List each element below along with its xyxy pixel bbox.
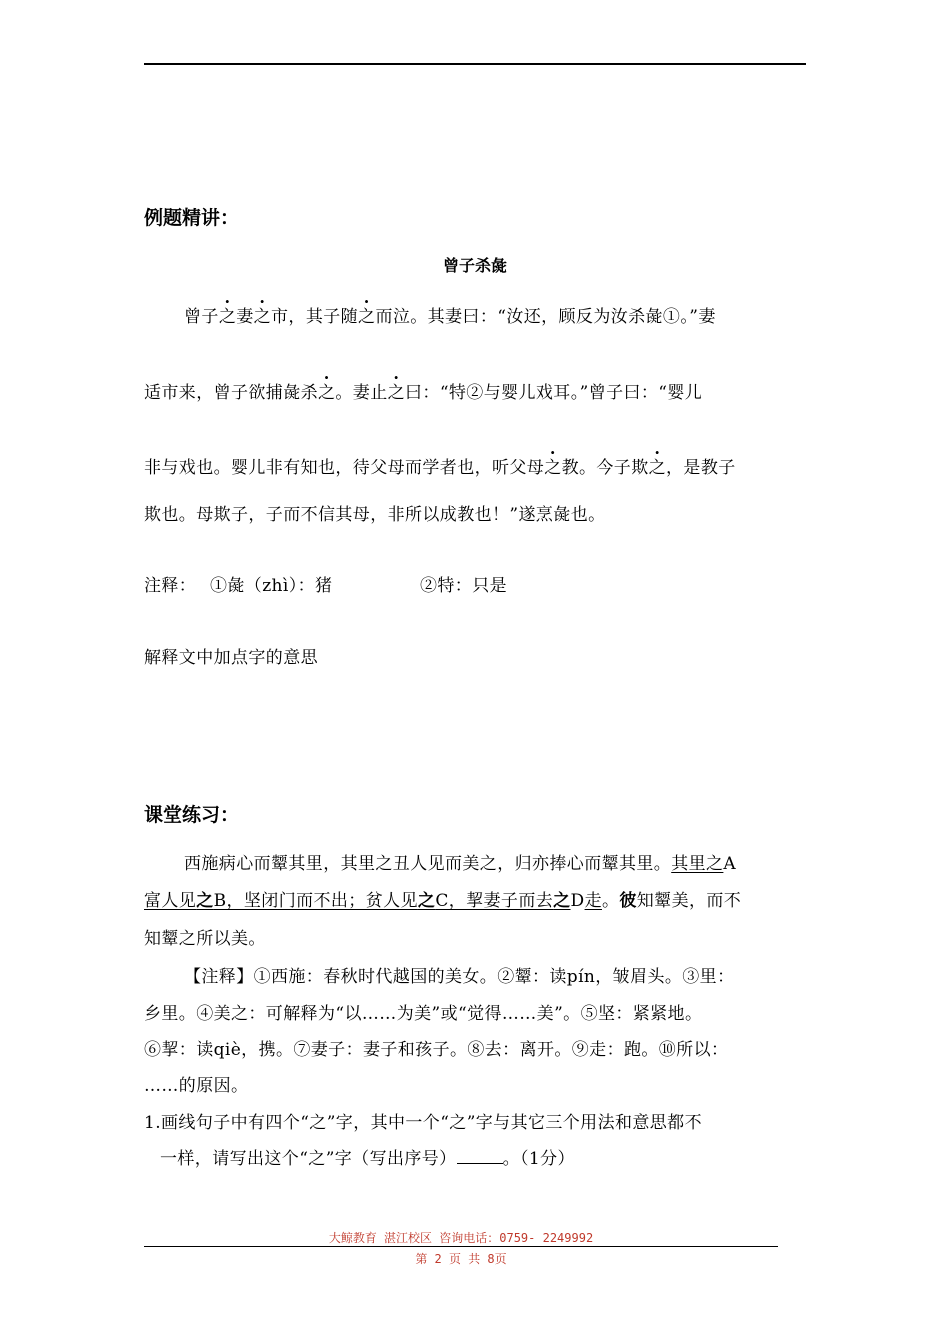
- note-1: ①彘（zhì）：猪: [210, 576, 333, 596]
- example-heading: 例题精讲：: [144, 207, 240, 229]
- notes-label: 注释：: [144, 576, 197, 596]
- dotted-char: 之: [218, 307, 237, 327]
- text-span: 西施病心而颦其里，其里之丑人见而美之，归亦捧心而颦其里。: [184, 854, 672, 874]
- dotted-char: 之: [648, 458, 667, 478]
- practice-heading: 课堂练习：: [144, 804, 240, 826]
- note-2: ②特：只是: [420, 576, 507, 596]
- underlined-text: 富人见: [144, 891, 197, 911]
- text-span: 曰：“特②与婴儿戏耳。”曾子曰：“婴儿: [405, 383, 703, 403]
- text-span: 一样，请写出这个“之”字（写出序号）: [160, 1149, 457, 1169]
- text-span: 而泣。其妻曰：“汝还，顾反为汝杀彘①。”妻: [375, 307, 716, 327]
- text-span: D: [570, 891, 585, 911]
- practice-notes-line-3: ⑥挈：读qiè，携。⑦妻子：妻子和孩子。⑧去：离开。⑨走：跑。⑩所以：: [144, 1040, 729, 1060]
- text-span: A: [723, 854, 737, 874]
- practice-line-2: [144, 886, 741, 911]
- text-span: 妻: [236, 307, 254, 327]
- question-1-line-1: 1.画线句子中有四个“之”字，其中一个“之”字与其它三个用法和意思都不: [144, 1113, 702, 1133]
- page-number: 第 2 页 共 8页: [415, 1252, 507, 1266]
- text-span: 市，其子随: [271, 307, 359, 327]
- practice-notes-line-2: 乡里。④美之：可解释为“以……为美”或“觉得……美”。⑤坚：紧紧地。: [144, 1004, 703, 1024]
- underlined-bold-char: 之: [417, 891, 436, 911]
- question-1-line-2: [160, 1144, 575, 1169]
- underlined-bold-char: 之: [196, 891, 214, 911]
- instruction: 解释文中加点字的意思: [144, 648, 318, 668]
- underlined-text: 其里之: [671, 854, 724, 874]
- text-span: 教。今子欺: [561, 458, 649, 478]
- practice-notes-line-4: ……的原因。: [144, 1076, 249, 1096]
- text-span: 知颦美，而不: [636, 891, 742, 911]
- text-span: 。（1分）: [502, 1149, 575, 1169]
- footer-rule: [144, 1246, 778, 1247]
- practice-line-3: 知颦之所以美。: [144, 929, 266, 949]
- dotted-char: 之: [318, 383, 336, 403]
- header-rule: [144, 63, 806, 65]
- paragraph-line-2: [144, 378, 702, 403]
- paragraph-line-3: [144, 453, 736, 478]
- text-span: 非与戏也。婴儿非有知也，待父母而学者也，听父母: [144, 458, 545, 478]
- underlined-bold-char: 之: [553, 891, 571, 911]
- dotted-char: 之: [544, 458, 562, 478]
- footer-contact: 大鲸教育 湛江校区 咨询电话：0759- 2249992: [328, 1231, 594, 1245]
- paragraph-line-4: 欺也。母欺子，子而不信其母，非所以成教也！”遂烹彘也。: [144, 505, 606, 525]
- underlined-text: 走: [584, 891, 602, 911]
- dotted-char: 之: [387, 383, 406, 403]
- practice-line-1: [184, 849, 736, 874]
- article-title: 曾子杀彘: [442, 256, 507, 275]
- bold-char: 彼: [619, 891, 637, 911]
- text-span: 曾子: [184, 307, 219, 327]
- dotted-char: 之: [253, 307, 272, 327]
- underlined-text: B，坚闭门而不出；贫人见: [213, 891, 418, 911]
- practice-notes-line-1: 【注释】①西施：春秋时代越国的美女。②颦：读pín，皱眉头。③里：: [184, 967, 735, 987]
- text-span: ，是教子: [666, 458, 736, 478]
- text-span: 。: [601, 891, 620, 911]
- text-span: 适市来，曾子欲捕彘杀: [144, 383, 318, 403]
- dotted-char: 之: [358, 307, 376, 327]
- text-span: 。妻止: [335, 383, 388, 403]
- paragraph-line-1: [184, 302, 716, 327]
- underlined-text: C，挈妻子而去: [435, 891, 554, 911]
- answer-blank[interactable]: [457, 1149, 503, 1164]
